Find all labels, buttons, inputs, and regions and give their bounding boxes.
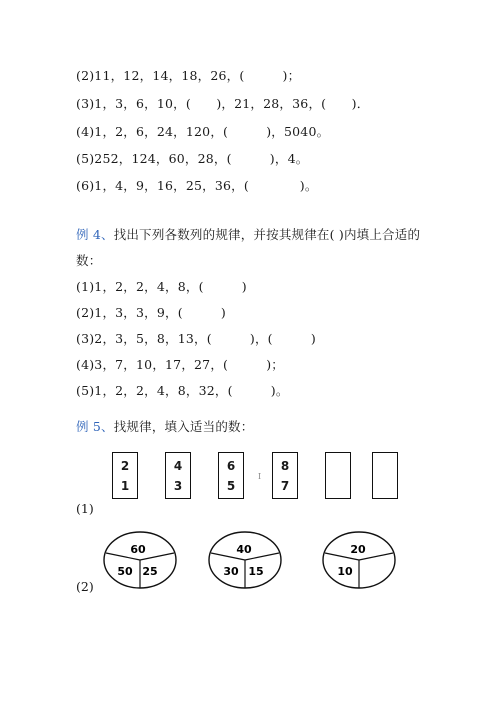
sequence-item-6: (6)1，4，9，16，25，36，( )。: [76, 178, 318, 193]
number-box-4: [272, 452, 298, 499]
sequence-item-5: (5)252，124，60，28，( )，4。: [76, 151, 309, 166]
circle-diagram-3: [323, 532, 395, 588]
box-bottom-number: 5: [226, 479, 236, 493]
example4-heading: [76, 225, 420, 243]
circle-right-number: 15: [248, 565, 264, 578]
example4-lead: 例 4、: [76, 227, 114, 242]
sequence-item-2: (2)11，12，14，18，26，( )；: [76, 68, 301, 83]
number-box-6: [372, 452, 398, 499]
example5-lead: 例 5、: [76, 419, 114, 434]
box-top-number: 2: [120, 459, 130, 473]
box-top-number: 6: [226, 459, 236, 473]
example5-label-2: (2): [76, 579, 94, 594]
example4-item-3: (3)2，3，5，8，13，( )，( ): [76, 331, 316, 346]
circle-diagrams: [0, 528, 500, 618]
sequence-item-4: (4)1，2，6，24，120，( )，5040。: [76, 124, 330, 139]
box-bottom-number: 3: [173, 479, 183, 493]
sequence-item-3: (3)1，3，6，10，( )，21，28，36，( )．: [76, 96, 370, 111]
number-box-3: [218, 452, 244, 499]
box-bottom-number: 7: [280, 479, 290, 493]
circle-left-number: 10: [337, 565, 353, 578]
circle-left-number: 30: [223, 565, 239, 578]
number-box-1: [112, 452, 138, 499]
example4-item-2: (2)1，3，3，9，( ): [76, 305, 226, 320]
circle-diagram-1: [104, 532, 176, 588]
circle-diagram-2: [209, 532, 281, 588]
example4-text: 找出下列各数列的规律，并按其规律在( )内填上合适的: [113, 227, 421, 242]
circle-top-number: 40: [236, 543, 252, 556]
separator-mark: I: [258, 472, 262, 481]
example4-item-5: (5)1，2，2，4，8，32，( )。: [76, 383, 289, 398]
circle-top-number: 20: [350, 543, 366, 556]
example4-item-4: (4)3，7，10，17，27，( )；: [76, 357, 284, 372]
example4-heading-cont: 数：: [76, 253, 102, 268]
example4-item-1: (1)1，2，2，4，8，( ): [76, 279, 247, 294]
number-box-2: [165, 452, 191, 499]
example5-text: 找规律，填入适当的数：: [113, 419, 254, 434]
box-bottom-number: 1: [120, 479, 130, 493]
example5-heading: [76, 417, 253, 435]
example5-label-1: (1): [76, 501, 94, 516]
box-top-number: 8: [280, 459, 290, 473]
circle-left-number: 50: [117, 565, 133, 578]
number-box-5: [325, 452, 351, 499]
box-top-number: 4: [173, 459, 183, 473]
circle-right-number: 25: [142, 565, 158, 578]
circle-top-number: 60: [130, 543, 146, 556]
